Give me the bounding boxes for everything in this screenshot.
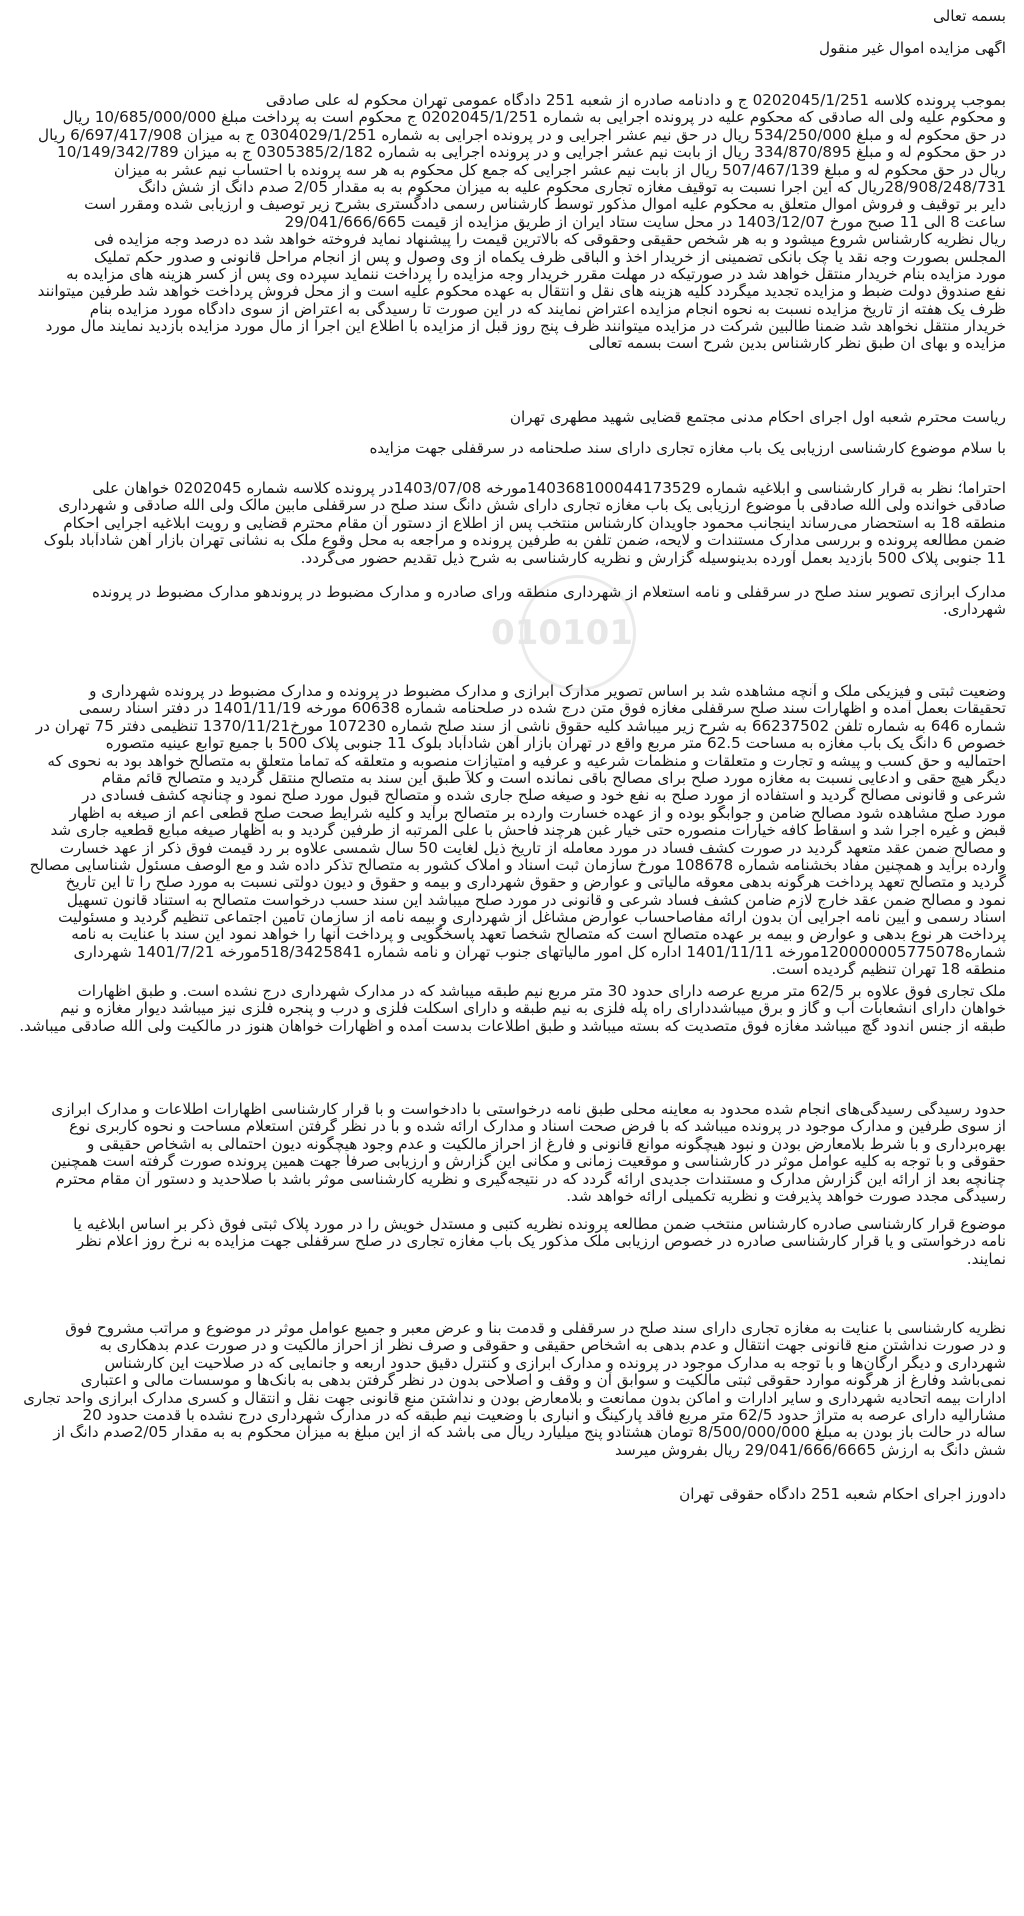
limits-line: حقوقی و با توجه به کلیه عوامل موثر در کارشناسی و موقعیت زمانی و مکانی این گزارش و ارزیابی صرفاً جهت همین پرونده صورت گرفته است همچنین — [50, 1153, 1006, 1171]
property-status-line: وارده برآید و همچنین مفاد بخشنامه شماره 108678 مورخ سازمان ثبت اسناد و املاک کشور به متصالح تذکر داده شد و مع الوصف مسئول شناسایی مصالح — [29, 856, 1006, 874]
subject-matter-line: نامه درخواستی و یا قرار کارشناسی صادره در خصوص ارزیابی ملک مذکور یک باب مغازه تجاری در صلح سرقفلی جهت مزایده به نرخ روز اعلام نظر — [76, 1233, 1006, 1251]
expert-opinion-line: ادارات بیمه اتحادیه شهرداری و سایر ادارات و اماکن بدون ممانعت و بلامعارض بودن و نداشتن منع قانونی جهت نقل و انتقال و کسری مدارک ابرازی واحد تجاری — [23, 1389, 1006, 1407]
main-notice-line: خریدار منتقل نخواهد شد ضمنا طالبین شرکت در مزایده میتوانند ظرف پنج روز قبل از مزایده با اطلاع این اجرا از مال مورد مزایده بازدید نمایند مال مورد — [45, 318, 1006, 336]
expert-opinion-line: شهرداری و دیگر ارگان‌ها و با توجه به مدارک موجود در پرونده و مدارک ابرازی و کنترل دقیق حدود اربعه و جانمایی که در صلاحیت این کارشناس — [104, 1354, 1006, 1372]
block-signature — [18, 1486, 1006, 1503]
block-main-notice — [18, 92, 1006, 353]
shop-details-line: ملک تجاری فوق علاوه بر 62/5 متر مربع عرصه دارای حدود 30 متر مربع نیم طبقه میباشد که در مدارک شهرداری درج نشده است. و طبق اظهارات — [77, 983, 1006, 1000]
block-addressee — [18, 409, 1006, 426]
main-notice-line: ریال نظریه کارشناس شروع میشود و به هر شخص حقیقی وحقوقی که بالاترین قیمت را پیشنهاد نماید فروخته خواهد شد ده درصد وجه مزایده فی — [93, 231, 1006, 249]
property-status-line: اسناد رسمی و آیین نامه اجرایی آن بدون ارائه مفاصاحساب عوارض مشاغل از شهرداری و بیمه نامه از سازمان تامین اجتماعی تنظیم گردید و مسئولیت — [58, 909, 1006, 927]
expert-opinion-line: نمی‌باشد وفارغ از هرگونه موارد حقوقی ثبتی مالکیت و سوابق آن و وقف و اصلاحی بدون در نظر گرفتن بدهی به بانک‌ها و موسسات مالی و اعتباری — [80, 1372, 1006, 1390]
property-status-line: نمود و مصالح ضمن عقد خارج لازم ضامن کشف فساد شرعی و قانونی در مورد صلح میباشد این سند حسب درخواست متصالح به استناد قانون تسهیل — [66, 891, 1006, 909]
main-notice-line: ریال در حق محکوم له و مبلغ 507/467/139 ریال از بابت نیم عشر اجرایی که جمع کل محکوم به هر سه پرونده با احتساب نیم عشر به میزان — [113, 161, 1006, 179]
limits-line: از سوی طرفین و مدارک موجود در پرونده میباشد که با فرض صحت اسناد و مدارک ارائه شده و با در نظر گرفتن استعلام مساحت و نحوه کاربری نوع — [69, 1118, 1006, 1136]
limits-line: چنانچه بعد از ارائه این گزارش مدارک و مستندات جدیدی ارائه گردد که در نتیجه‌گیری و نظریه کارشناسی موثر باشد با صلاحدید و دستور آن مقام محترم — [55, 1170, 1006, 1188]
property-status-line: منطقه 18 تهران تنظیم گردیده است. — [771, 961, 1006, 979]
limits-line: بهره‌برداری و با شرط بلامعارض بودن و نبود هیچگونه موانع قانونی و فارغ از احراز مالکیت و عدم وجود هیچگونه دیون احتمالی به اشخاص حقیقی و — [87, 1135, 1006, 1153]
documents-line: شهرداری. — [942, 601, 1006, 619]
main-notice-line: نفع صندوق دولت ضبط و مزایده تجدید میگردد کلیه هزینه های نقل و انتقال به عهده محکوم علیه است و از محل فروش پرداخت خواهد شد طرفین میتوانند — [37, 283, 1006, 301]
property-status-line: قبض و غیره اجرا شد و اسقاط کافه خیارات منصوره حتی خیار غبن هرچند فاحش با علی المرتبه از طرفین گردید و به اظهار صیغه مبایع قطعیه جاری شد — [50, 822, 1006, 840]
signature-line: دادورز اجرای احکام شعبه 251 دادگاه حقوقی تهران — [679, 1486, 1006, 1503]
main-notice-line: در حق محکوم له و مبلغ 534/250/000 ریال در حق نیم عشر اجرایی و در پرونده اجرایی به شماره 0304029/1/251 ج به میزان 6/697/417/908 ریال — [38, 126, 1006, 144]
addressee-line: ریاست محترم شعبه اول اجرای احکام مدنی مجتمع قضایی شهید مطهری تهران — [509, 409, 1006, 426]
main-notice-line: 28/908/248/731ریال که این اجرا نسبت به توقیف مغازه تجاری محکوم علیه به میزان محکوم به به مقدار 2/05 صدم دانگ از شش دانگ — [138, 178, 1006, 196]
header-line: بسمه تعالی — [933, 8, 1006, 25]
ad-title-line: اگهی مزایده اموال غیر منقول — [819, 40, 1006, 57]
main-notice-line: ساعت 8 الی 11 صبح مورخ 1403/12/07 در محل سایت ستاد ایران از طریق مزایده از قیمت 29/041/666/665 — [284, 213, 1006, 231]
block-shop-details — [18, 983, 1006, 1035]
documents-line: مدارک ابرازی تصویر سند صلح در سرقفلی و نامه استعلام از شهرداری منطقه ورای صادره و مدارک مضبوط در پروندهو مدارک مضبوط در پرونده — [92, 584, 1006, 601]
property-status-line: وضعیت ثبتی و فیزیکی ملک و آنچه مشاهده شد بر اساس تصویر مدارک ابرازی و مدارک مضبوط در پرونده و مدارک مضبوط در پرونده شهرداری و — [89, 683, 1006, 700]
main-notice-line: ظرف یک هفته از تاریخ مزایده نسبت به نحوه انجام مزایده اعتراض نمایند که در این صورت تا رسیدگی به اعتراض از سوی دادگاه مورد مزایده بنام — [89, 300, 1006, 318]
property-status-line: شماره120000005775078مورخه 1401/11/11 اداره کل امور مالیاتهای جنوب تهران و نامه شماره 518/3425841مورخه 1401/7/21 شهرداری — [73, 943, 1006, 961]
property-status-line: دیگر هیچ حقی و ادعایی نسبت به مغازه مورد صلح برای مصالح باقی نمانده است و کلاً طبق این سند به متصالح منتقل گردید و متصالح قائم مقام — [101, 769, 1006, 787]
main-notice-line: دایر بر توقیف و فروش اموال متعلق به محکوم علیه اموال مذکور توسط کارشناس رسمی دادگستری بشرح زیر توصیف و ارزیابی شده ومقرر است — [84, 196, 1006, 214]
limits-line: حدود رسیدگی رسیدگی‌های انجام شده محدود به معاینه محلی طبق نامه درخواستی با دادخواست و با قرار کارشناسی اظهارات اطلاعات و مدارک ابرازی — [51, 1101, 1006, 1118]
subject-matter-line: نمایند. — [966, 1250, 1006, 1268]
main-notice-line: بموجب پرونده کلاسه 0202045/1/251 ج و دادنامه صادره از شعبه 251 دادگاه عمومی تهران محکوم له علی صادقی — [265, 92, 1006, 109]
main-notice-line: در حق محکوم له و مبلغ 334/870/895 ریال از بابت نیم عشر اجرایی و در پرونده اجرایی به شماره 0305385/2/182 ج به میزان 10/149/342/789 — [57, 144, 1006, 162]
main-notice-line: و محکوم علیه ولی اله صادقی که محکوم علیه در پرونده اجرایی به شماره 0202045/1/251 ج محکوم است به پرداخت مبلغ 10/685/000/000 ریال — [62, 109, 1006, 127]
block-limits — [18, 1101, 1006, 1205]
shop-details-line: خواهان دارای انشعابات آب و گاز و برق میباشددارای راه پله فلزی به نیم طبقه و دارای اسکلت فلزی و درب و پنجره فلزی نیز میباشد دیوار مغازه و نیم — [60, 1000, 1006, 1018]
intro-line: احتراماً؛ نظر به قرار کارشناسی و ابلاغیه شماره 140368100044173529مورخه 1403/07/08در پرونده کلاسه شماره 0202045 خواهان علی — [92, 480, 1006, 497]
property-status-line: مورد صلح مشاهده شود مصالح ضامن و جوابگو بوده و از عهده خسارت وارده بر متصالح برآید و کلیه شرایط صحت صلح قطعی اعم از صیغه به اظهار — [69, 804, 1006, 822]
limits-line: رسیدگی مجدد صورت خواهد پذیرفت و نظریه تکمیلی ارائه خواهد شد. — [566, 1187, 1006, 1205]
expert-opinion-line: و در صورت نداشتن منع قانونی جهت انتقال و عدم بدهی به اشخاص حقیقی و حقوقی و صرف نظر از احراز مالکیت و در صورت عدم بدهکاری به — [99, 1337, 1006, 1355]
block-subject-matter — [18, 1216, 1006, 1268]
subject-matter-line: موضوع قرار کارشناسی صادره کارشناس منتخب ضمن مطالعه پرونده نظریه کتبی و مستدل خویش را در مورد پلاک ثبتی فوق ذکر بر اساس ابلاغیه یا — [73, 1216, 1006, 1233]
expert-opinion-line: مشارالیه دارای عرصه به متراژ حدود 62/5 متر مربع فاقد پارکینگ و انباری با وضعیت نیم طبقه که در مدارک شهرداری درج نشده با قدمت حدود 20 — [82, 1406, 1006, 1424]
intro-line: ضمن مطالعه پرونده و بررسی مدارک مستندات و لایحه، ضمن تلفن به طرفین پرونده و مراجعه به محل وقوع ملک به نشانی تهران بازار آهن شادآباد بلوک — [43, 532, 1006, 550]
block-intro — [18, 480, 1006, 567]
block-subject — [18, 440, 1006, 457]
property-status-line: پرداخت هر نوع بدهی و عوارض و بیمه بر عهده متصالح است که متصالح شخصاً تعهد پاسخگویی و پرداخت آنها را خواهد نمود این سند با عنایت به نامه — [71, 926, 1006, 944]
intro-line: صادقی خوانده ولی الله صادقی با موضوع ارزیابی یک باب مغازه تجاری دارای شش دانگ سند صلح در سرقفلی مابین مالک ولی الله صادقی و شهرداری — [58, 497, 1006, 515]
property-status-line: گردید و متصالح تعهد پرداخت هرگونه بدهی معوقه مالیاتی و عوارض و حقوق شهرداری و بیمه و حقوق و دیون دولتی نسبت به مورد صلح را تا این تاریخ — [65, 874, 1006, 892]
property-status-line: احتمالیه و حق کسب و پیشه و تجارت و متعلقات و منظمات شرعیه و عرفیه و امتیازات منصوبه و متعلقه که تماماً متعلق به متصالح خواهد بود به نحوی که — [47, 752, 1006, 770]
property-status-line: شماره 646 به شماره تلفن 66237502 به شرح زیر میباشد کلیه حقوق ناشی از سند صلح شماره 107230 مورخ1370/11/21 تنظیمی دفتر 75 تهران در — [35, 717, 1006, 735]
block-property-status — [18, 683, 1006, 979]
intro-line: منطقه 18 به استحضار می‌رساند اینجانب محمود جاویدان کارشناس منتخب پس از اطلاع از دستور آن مقام محترم قضایی و رویت ابلاغیه اجرایی احکام — [63, 514, 1006, 532]
intro-line: 11 جنوبی پلاک 500 بازدید بعمل آورده بدینوسیله گزارش و نظریه کارشناسی به شرح ذیل تقدیم حضور می‌گردد. — [300, 549, 1006, 567]
block-documents — [18, 584, 1006, 619]
main-notice-line: مزایده و بهای ان طبق نظر کارشناس بدین شرح است بسمه تعالی — [588, 335, 1006, 353]
main-notice-line: مورد مزایده بنام خریدار منتقل خواهد شد در صورتیکه در مهلت مقرر خریدار وجه مزایده را پرداخت ننماید سپرده وی پس از کسر هزینه های مزایده به — [66, 265, 1006, 283]
property-status-line: خصوص 6 دانگ یک باب مغازه به مساحت 62.5 متر مربع واقع در تهران بازار آهن شادآباد بلوک 11 جنوبی پلاک 500 با جمیع توابع عینیه متصوره — [105, 735, 1006, 753]
block-ad-title — [18, 40, 1006, 57]
watermark-stamp: 010101 — [520, 575, 636, 691]
expert-opinion-line: نظریه کارشناسی با عنایت به مغازه تجاری دارای سند صلح در سرقفلی و قدمت بنا و عرض معبر و جمیع عوامل موثر در موضوع و مراتب مشروح فوق — [65, 1320, 1006, 1337]
property-status-line: و مصالح ضمن عقد متعهد گردید در صورت کشف فساد در مورد معامله از تاریخ ذیل لغایت 50 سال شمسی علاوه بر رد قیمت فوق ذکر از عهد خسارت — [59, 839, 1006, 857]
block-header — [18, 8, 1006, 25]
subject-line: با سلام موضوع کارشناسی ارزیابی یک باب مغازه تجاری دارای سند صلحنامه در سرقفلی جهت مزایده — [369, 440, 1006, 457]
property-status-line: تحقیقات بعمل آمده و اظهارات سند صلح سرقفلی مغازه فوق متن درج شده در صلحنامه شماره 60638 مورخه 1401/11/19 در دفتر اسناد رسمی — [78, 700, 1006, 718]
expert-opinion-line: ساله در حالت باز بودن به مبلغ 8/500/000/000 تومان هشتادو پنج میلیارد ریال می باشد که از این مبلغ به میزان محکوم به به مقدار 2/05صدم دانگ از — [53, 1424, 1006, 1442]
shop-details-line: طبقه از جنس اندود گچ میباشد مغازه فوق متصدیت که بسته میباشد و طبق اطلاعات بدست آمده و اظهارات خواهان هنوز در مالکیت ولی الله صادقی میباشد. — [19, 1017, 1006, 1035]
property-status-line: شرعی و قانونی مصالح گردید و استفاده از مورد صلح به نفع خود و صیغه صلح جاری شده و متصالح قبول مورد صلح نمود و چنانچه کشف فسادی در — [82, 787, 1006, 805]
main-notice-line: المجلس بصورت وجه نقد یا چک بانکی تضمینی از خریدار اخذ و الباقی ظرف یکماه از وی وصول و پس از انجام مراحل قانونی و صدور حکم تملیک — [94, 248, 1006, 266]
expert-opinion-line: شش دانگ به ارزش 29/041/666/6665 ریال بفروش میرسد — [615, 1441, 1006, 1459]
block-expert-opinion — [18, 1320, 1006, 1459]
